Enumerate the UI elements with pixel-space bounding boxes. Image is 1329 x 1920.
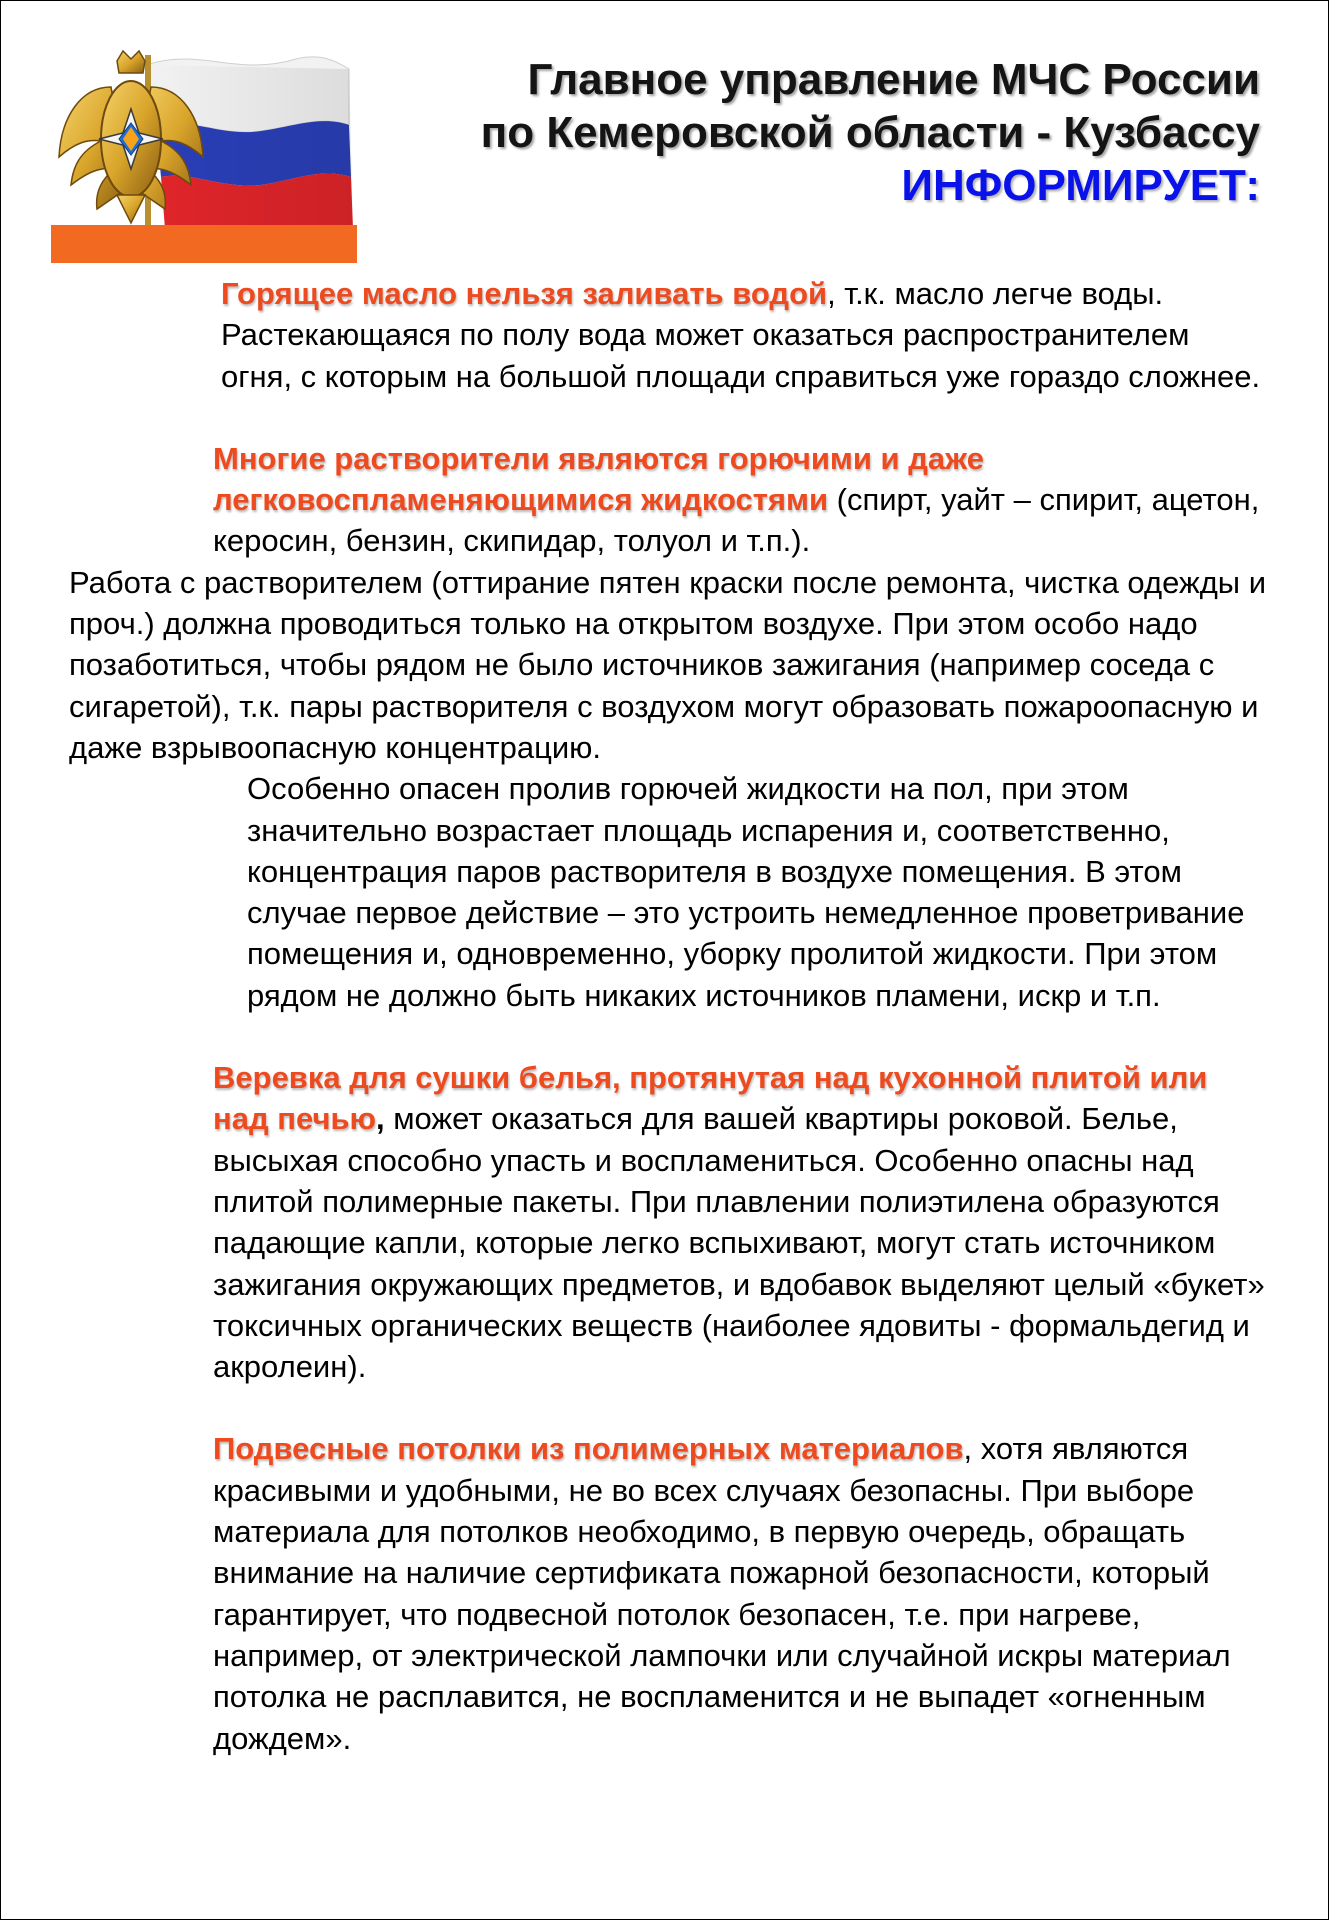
section-3-paragraph xyxy=(69,1057,1269,1387)
header-informs: ИНФОРМИРУЕТ: xyxy=(901,161,1260,210)
section-2-paragraph-2: Работа с растворителем (оттирание пятен краски после ремонта, чистка одежды и проч.) должна проводиться только на открытом воздухе. При этом особо надо позаботиться, чтобы рядом не было источников зажигания (например соседа с сигаретой), т.к. пары растворителя с воздухом могут образовать пожароопасную и даже взрывоопасную концентрацию. xyxy=(69,564,1267,765)
header-title-line1: Главное управление МЧС России xyxy=(527,55,1260,104)
section-1-text: , т.к. масло легче воды. Растекающаяся по полу вода может оказаться распространителем огня, с которым на большой площади справиться уже гораздо сложнее. xyxy=(221,276,1261,394)
emercom-emblem-icon xyxy=(51,47,357,263)
article-body xyxy=(69,273,1269,1759)
section-1-paragraph xyxy=(69,273,1269,397)
section-3-comma: , xyxy=(375,1101,385,1137)
section-3-highlight: Веревка для сушки белья, протянутая над кухонной плитой или над печью xyxy=(213,1060,1208,1137)
section-3-text: может оказаться для вашей квартиры роковой. Белье, высыхая способно упасть и воспламениться. Особенно опасны над плитой полимерные пакеты. При плавлении полиэтилена образуются падающие капли, которые легко вспыхивают, могут стать источником зажигания окружающих предметов, и вдобавок выделяют целый «букет» токсичных органических веществ (наиболее ядовиты - формальдегид и акролеин). xyxy=(213,1101,1265,1385)
header-title-line2: по Кемеровской области - Кузбассу xyxy=(480,108,1260,157)
section-1-highlight: Горящее масло нельзя заливать водой xyxy=(221,276,828,311)
section-2-paragraph xyxy=(69,438,1269,562)
section-4-paragraph xyxy=(69,1428,1269,1758)
section-4-highlight: Подвесные потолки из полимерных материалов xyxy=(213,1431,964,1467)
section-2-text: (спирт, уайт – спирит, ацетон, керосин, бензин, скипидар, толуол и т.п.). xyxy=(213,482,1260,559)
section-2-highlight: Многие растворители являются горючими и даже легковоспламеняющимися жидкостями xyxy=(213,440,984,518)
section-2-paragraph-3: Особенно опасен пролив горючей жидкости на пол, при этом значительно возрастает площадь испарения и, соответственно, концентрация паров растворителя в воздухе помещения. В этом случае первое действие – это устроить немедленное проветривание помещения и, одновременно, уборку пролитой жидкости. При этом рядом не должно быть никаких источников пламени, искр и т.п. xyxy=(247,771,1245,1013)
section-4-text: , хотя являются красивыми и удобными, не во всех случаях безопасны. При выборе материала для потолков необходимо, в первую очередь, обращать внимание на наличие сертификата пожарной безопасности, который гарантирует, что подвесной потолок безопасен, т.е. при нагреве, например, от электрической лампочки или случайной искры материал потолка не расплавится, не воспламенится и не выпадет «огненным дождем». xyxy=(213,1431,1231,1756)
header xyxy=(360,53,1260,212)
